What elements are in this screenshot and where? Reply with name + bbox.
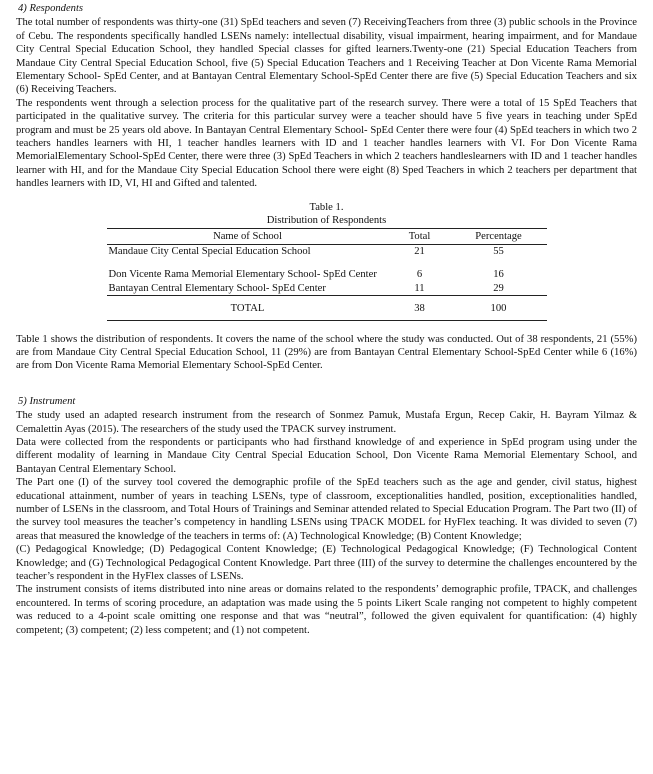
table-total-row bbox=[107, 296, 547, 320]
table-caption: Distribution of Respondents bbox=[266, 215, 387, 227]
section-heading-instrument: 5) Instrument bbox=[18, 395, 76, 407]
instrument-paragraph-4: (C) Pedagogical Knowledge; (D) Pedagogical Content Knowledge; (E) Technological Pedagogical Knowledge; (F) Technological Content Knowledge; and (G) Technological Pedagogical Content Knowledge. Part three (III) of the survey to determine the challenges encountered by the teacher’s respondent in the HyFlex classes of LSENs. bbox=[16, 544, 637, 583]
table-title: Table 1. bbox=[309, 201, 344, 213]
total-percentage-cell: 100 bbox=[451, 296, 547, 320]
instrument-paragraph-2: Data were collected from the respondents or participants who had firsthand knowledge of and experience in SpEd program using under the different modality of learning in Mandaue City Central Special Education School, Don Vicente Rama Memorial Elementary School, and Bantayan Central Elementary School. bbox=[16, 436, 637, 475]
total-cell: 21 bbox=[414, 245, 425, 257]
instrument-paragraph-1: The study used an adapted research instrument from the research of Sonmez Pamuk, Mustafa Ergun, Recep Cakir, H. Bayram Yilmaz & Cemalettin Ayas (2015). The researchers of the study used the TPACK survey instrument. bbox=[16, 410, 637, 435]
total-count-cell: 38 bbox=[389, 296, 451, 320]
table-discussion-paragraph: Table 1 shows the distribution of respondents. It covers the name of the school where the study was conducted. Out of 38 respondents, 21 (55%) are from Mandaue City Central Special Education School, 11 (29%) are from Bantayan Central Elementary School-SpEd Center while 6 (16%) are from Don Vicente Rama Memorial Elementary School-SpEd Center. bbox=[16, 333, 637, 372]
table-row bbox=[107, 282, 547, 296]
school-name-cell: Mandaue City Cental Special Education School bbox=[108, 245, 311, 257]
table-row bbox=[107, 268, 547, 281]
table-row bbox=[107, 244, 547, 258]
header-percentage: Percentage bbox=[451, 228, 547, 244]
total-label-cell: TOTAL bbox=[107, 296, 389, 320]
table-header-row bbox=[107, 228, 547, 244]
instrument-paragraph-3: The Part one (I) of the survey tool covered the demographic profile of the SpEd teachers such as the age and gender, civil status, highest educational attainment, number of years in teaching LSENs, type of classroom, exceptionalities handled, position, exceptionalities handled, number of LSENs in the classroom, and Total Hours of Trainings and Seminar attended related to Special Education Program. The Part two (II) of the survey tool measures the teacher’s competency in handling LSENs using TPACK MODEL for HyFlex teaching. It was divided to seven (7) areas that measured the knowledge of the teachers in terms of: (A) Technological Knowledge; (B) Content Knowledge; bbox=[16, 477, 637, 542]
distribution-table bbox=[107, 228, 547, 321]
total-cell: 6 bbox=[416, 269, 423, 281]
school-name-cell: Don Vicente Rama Memorial Elementary School- SpEd Center bbox=[108, 269, 377, 281]
school-name-cell: Bantayan Central Elementary School- SpEd Center bbox=[108, 282, 326, 294]
respondents-paragraph-1: The total number of respondents was thirty-one (31) SpEd teachers and seven (7) ReceivingTeachers from three (3) public schools in the Province of Cebu. The respondents specifically handled LSENs namely: intellectual disability, visual impairment, hearing impairment, and for Mandaue City Central Special Education School, they handled Special classes for gifted learners.Twenty-one (21) Special Education Teachers from Mandaue City Central Special Education School, five (5) Special Education Teachers and 1 Receiving Teacher at Don Vicente Rama Memorial Elementary School- SpEd Center, and at Bantayan Central Elementary School-SpEd Center there are five (5) Special Education Teachers and six (6) Receiving Teachers. bbox=[16, 17, 637, 96]
percentage-cell: 55 bbox=[493, 245, 504, 257]
section-heading-respondents: 4) Respondents bbox=[18, 3, 84, 14]
respondents-paragraph-2: The respondents went through a selection process for the qualitative part of the research survey. There were a total of 15 SpEd Teachers that participated in the qualitative survey. The criteria for this particular survey were a teacher should have 5 five years in teaching under SpEd program and must be 25 years old above. In Bantayan Central Elementary School- SpEd Center there were four (4) SpEd teachers in which two 2 teachers handles learners with HI, 1 teacher handles learners with ID and 1 teacher handles learners with VI. For Don Vicente Rama MemorialElementary School-SpEd Center, there were three (3) SpEd Teachers in which 2 teachers handleslearners with ID and 1 teacher handles learner with HI, and for the Mandaue City Special Education School there were eight (8) Sped Teachers in which 2 teachers per department that handles learners with ID, VI, HI and Gifted and talented. bbox=[16, 97, 637, 190]
percentage-cell: 29 bbox=[493, 282, 504, 294]
instrument-paragraph-5: The instrument consists of items distributed into nine areas or domains related to the respondents’ demographic profile, TPACK, and challenges encountered. In terms of scoring procedure, an adaptation was made using the 5 points Likert Scale ranging not competent to highly competent was reduced to a 4-point scale omitting one response and that was “neutral”, followed the given equivalent for quantification: (4) highly competent; (3) competent; (2) less competent; and (1) not competent. bbox=[16, 584, 637, 636]
header-total: Total bbox=[389, 228, 451, 244]
percentage-cell: 16 bbox=[493, 269, 504, 281]
header-name-of-school: Name of School bbox=[107, 228, 389, 244]
total-cell: 11 bbox=[414, 282, 425, 294]
